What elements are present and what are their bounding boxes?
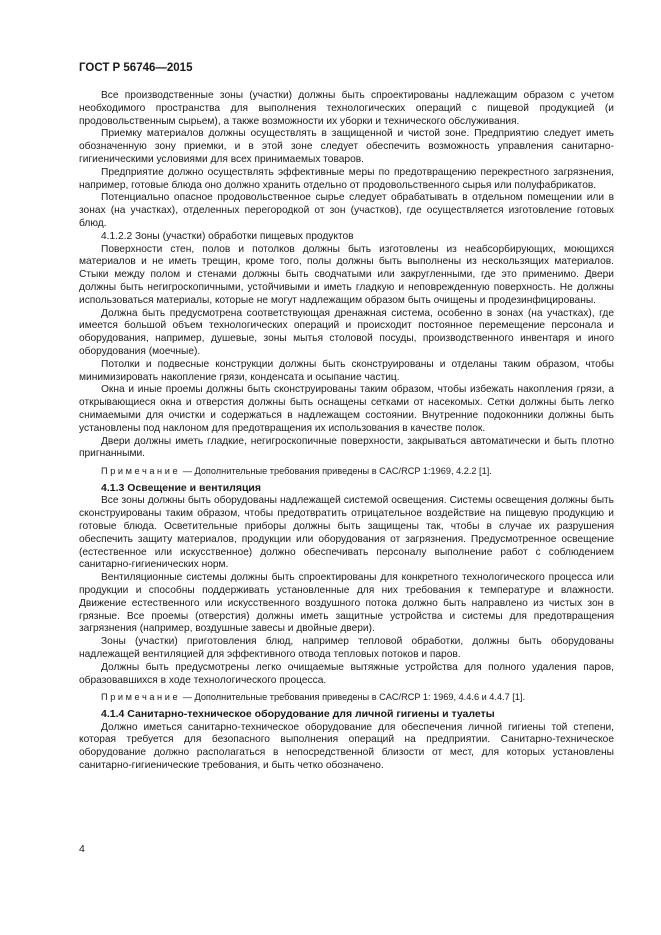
note [79,465,614,478]
paragraph: Все зоны должны быть оборудованы надлежащей системой освещения. Системы освещения должны быть сконструированы таким образом, чтобы предотвратить отрицательное воздействие на пищевую продукцию и готовые блюда. Осветительные приборы должны быть защищены так, чтобы в случае их разрушения обеспечить защиту материалов, продукции или оборудования от загрязнения. Предусмотренное освещение (естественное или искусственное) должно обеспечивать персоналу выполнение работ с соблюдением санитарно-гигиенических норм. [79,495,614,571]
section-heading: 4.1.3 Освещение и вентиляция [101,481,261,494]
note-text: — Дополнительные требования приведены в CAC/RCP 1: 1969, 4.4.6 и 4.4.7 [1]. [182,692,526,703]
page-number: 4 [79,843,85,855]
paragraph: Предприятие должно осуществлять эффективные меры по предотвращению перекрестного загрязнения, например, готовые блюда оно должно хранить отдельно от продовольственного сырья или полуфабрикатов. [79,166,614,191]
paragraph: Вентиляционные системы должны быть спроектированы для конкретного технологического процесса или продукции и способны поддерживать установленные для них требования к температуре и влажности. Движение естественного или искусственного воздушного потока должно быть направлено из чистых зон в грязные. Все проемы (отверстия) должны иметь защитные устройства и системы для предотвращения загрязнения (например, воздушные завесы и двойные двери). [79,572,614,635]
section-heading: 4.1.4 Санитарно-техническое оборудование для личной гигиены и туалеты [101,708,495,721]
note-label: Примечание [101,692,181,703]
paragraph: Поверхности стен, полов и потолков должны быть изготовлены из неабсорбирующих, моющихся материалов и не иметь трещин, кроме того, полы должны быть выполнены из нескользящих материалов. Стыки между полом и стенами должны быть сводчатыми или закругленными, где это применимо. Двери должны быть негигроскопичными, устойчивыми и иметь гладкую и неповрежденную поверхность. Не должны использоваться материалы, которые не могут надлежащим образом быть очищены и продезинфицированы. [79,243,614,306]
paragraph: Должно иметься санитарно-техническое оборудование для обеспечения личной гигиены той степени, которая требуется для безопасного выполнения операций на предприятии. Санитарно-техническое оборудование должно располагаться в непосредственной близости от мест, для которых установлены санитарно-гигиенические требования, и быть четко обозначено. [79,721,614,772]
page-body [79,90,614,773]
document-code-header: ГОСТ Р 56746—2015 [79,62,193,74]
paragraph: Приемку материалов должны осуществлять в защищенной и чистой зоне. Предприятию следует иметь обозначенную зону приемки, и в этой зоне следует обеспечить возможность управления санитарно-гигиеническими условиями для всех принимаемых товаров. [79,128,614,165]
paragraph: Все производственные зоны (участки) должны быть спроектированы надлежащим образом с учетом необходимого пространства для выполнения технологических операций с пищевой продукцией (и продовольственным сырьем), а также возможности их уборки и технического обслуживания. [79,90,614,127]
paragraph: Должна быть предусмотрена соответствующая дренажная система, особенно в зонах (на участках), где имеется большой объем технологических операций и происходит постоянное перемещение персонала и оборудования, например, душевые, зоны мытья столовой посуды, производственного инвентаря и иного оборудования (моечные). [79,307,614,357]
note-text: — Дополнительные требования приведены в CAC/RCP 1:1969, 4.2.2 [1]. [182,466,492,477]
paragraph: Потолки и подвесные конструкции должны быть сконструированы и отделаны таким образом, чтобы минимизировать накопление грязи, конденсата и осыпание частиц. [79,358,614,383]
subsection-title: 4.1.2.2 Зоны (участки) обработки пищевых продуктов [101,230,354,242]
paragraph: Должны быть предусмотрены легко очищаемые вытяжные устройства для полного удаления паров, образовавшихся в ходе технологического процесса. [79,661,614,686]
paragraph: Окна и иные проемы должны быть сконструированы таким образом, чтобы избежать накопления грязи, а открывающиеся окна и отверстия должны быть оснащены сетками от насекомых. Сетки должны быть легко снимаемыми для очистки и содержаться в надлежащем состоянии. Внутренние подоконники должны быть установлены под наклоном для предотвращения их использования в качестве полок. [79,384,614,434]
note-label: Примечание [101,466,181,477]
paragraph: Потенциально опасное продовольственное сырье следует обрабатывать в отдельном помещении или в зонах (на участках), отделенных перегородкой от зон (участков), где осуществляется изготовление готовых блюд. [79,192,614,229]
note [79,691,614,704]
paragraph: Двери должны иметь гладкие, негигроскопичные поверхности, закрываться автоматически и быть плотно пригнанными. [79,435,614,460]
paragraph: Зоны (участки) приготовления блюд, например тепловой обработки, должны быть оборудованы надлежащей вентиляцией для эффективного отвода тепловых потоков и паров. [79,636,614,660]
